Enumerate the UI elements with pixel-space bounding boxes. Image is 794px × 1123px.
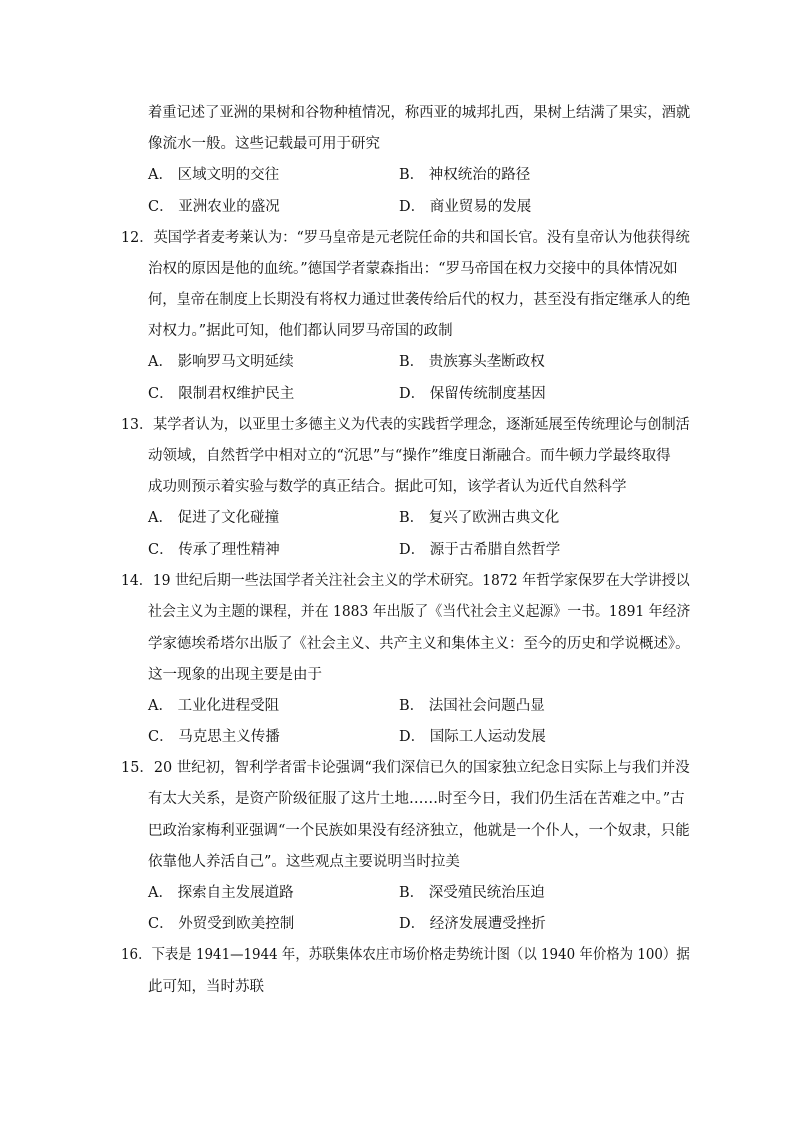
question-12-option-c: C． 限制君权维护民主 — [148, 386, 295, 402]
question-14-text-line: 14．19 世纪后期一些法国学者关注社会主义的学术研究。1872 年哲学家保罗在大学讲授以 — [121, 573, 690, 589]
question-15-text-line: 依靠他人养活自己”。这些观点主要说明当时拉美 — [148, 854, 460, 870]
question-11-option-c: C． 亚洲农业的盛况 — [148, 199, 280, 215]
question-15-option-d: D． 经济发展遭受挫折 — [399, 916, 546, 932]
question-12-text-line: 何，皇帝在制度上长期没有将权力通过世袭传给后代的权力，甚至没有指定继承人的绝 — [148, 292, 691, 308]
question-14-text-line: 这一现象的出现主要是由于 — [148, 667, 322, 683]
question-12-text-line: 治权的原因是他的血统。”德国学者蒙森指出：“罗马帝国在权力交接中的具体情况如 — [148, 261, 678, 277]
question-16-text-line: 16．下表是 1941—1944 年，苏联集体农庄市场价格走势统计图（以 1940 年价格为 100）据 — [121, 947, 690, 963]
question-15-option-b: B． 深受殖民统治压迫 — [399, 885, 545, 901]
question-14-option-a: A． 工业化进程受阻 — [148, 698, 280, 714]
question-11-option-d: D． 商业贸易的发展 — [399, 199, 532, 215]
question-15-text-line: 巴政治家梅利亚强调“一个民族如果没有经济独立，他就是一个仆人，一个奴隶，只能 — [148, 823, 690, 839]
question-13-option-b: B． 复兴了欧洲古典文化 — [399, 510, 560, 526]
question-12-text-line: 对权力。”据此可知，他们都认同罗马帝国的政制 — [148, 323, 453, 339]
question-12-option-a: A． 影响罗马文明延续 — [148, 354, 294, 370]
question-11-option-a: A． 区域文明的交往 — [148, 167, 280, 183]
question-14-option-c: C． 马克思主义传播 — [148, 729, 280, 745]
question-13-text-line: 动领域，自然哲学中相对立的“沉思”与“操作”维度日渐融合。而牛顿力学最终取得 — [148, 448, 671, 464]
question-14-option-d: D． 国际工人运动发展 — [399, 729, 546, 745]
question-15-option-a: A． 探索自主发展道路 — [148, 885, 294, 901]
question-13-option-a: A． 促进了文化碰撞 — [148, 510, 280, 526]
question-13-text-line: 13．某学者认为，以亚里士多德主义为代表的实践哲学理念，逐渐延展至传统理论与创制活 — [121, 417, 690, 433]
question-13-option-d: D． 源于古希腊自然哲学 — [399, 542, 561, 558]
question-12-text-line: 12．英国学者麦考莱认为：“罗马皇帝是元老院任命的共和国长官。没有皇帝认为他获得统 — [121, 230, 690, 246]
question-11-option-b: B． 神权统治的路径 — [399, 167, 531, 183]
question-11-text-line: 像流水一般。这些记载最可用于研究 — [148, 136, 380, 152]
question-12-option-d: D． 保留传统制度基因 — [399, 386, 546, 402]
question-15-text-line: 15．20 世纪初，智利学者雷卡论强调“我们深信已久的国家独立纪念日实际上与我们并没 — [121, 760, 690, 776]
question-15-option-c: C． 外贸受到欧美控制 — [148, 916, 295, 932]
question-11-text-line: 着重记述了亚洲的果树和谷物种植情况，称西亚的城邦扎西，果树上结满了果实，酒就 — [148, 105, 691, 121]
question-15-text-line: 有太大关系，是资产阶级征服了这片土地……时至今日，我们仍生活在苦难之中。”古 — [148, 791, 685, 807]
question-13-option-c: C． 传承了理性精神 — [148, 542, 280, 558]
question-14-option-b: B． 法国社会问题凸显 — [399, 698, 545, 714]
question-16-text-line: 此可知，当时苏联 — [148, 979, 264, 995]
question-13-text-line: 成功则预示着实验与数学的真正结合。据此可知，该学者认为近代自然科学 — [148, 479, 627, 495]
question-14-text-line: 学家德埃希塔尔出版了《社会主义、共产主义和集体主义：至今的历史和学说概述》。 — [148, 636, 690, 652]
question-14-text-line: 社会主义为主题的课程，并在 1883 年出版了《当代社会主义起源》一书。1891 年经济 — [148, 604, 691, 620]
question-12-option-b: B． 贵族寡头垄断政权 — [399, 354, 545, 370]
